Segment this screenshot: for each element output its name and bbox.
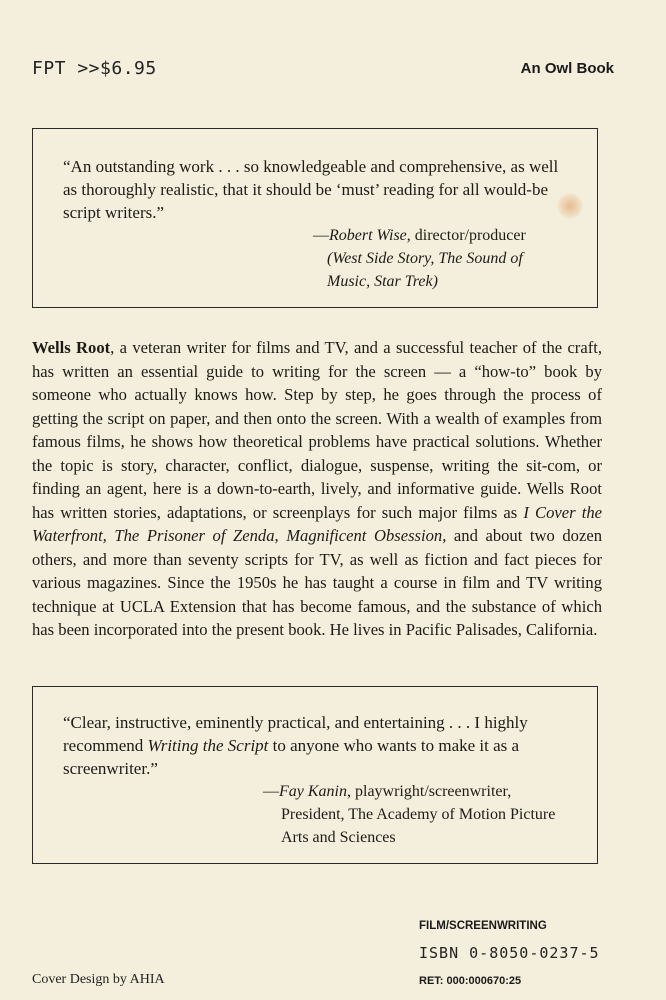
retail-code: RET: 000:000670:25 <box>419 975 522 987</box>
quote-book-title: Writing the Script <box>147 736 269 755</box>
quote-author-role: , director/producer <box>406 227 526 244</box>
cover-design-credit: Cover Design by AHIA <box>32 972 165 987</box>
quote-text: “Clear, instructive, eminently practical, and entertaining . . . I highly recommend Writing the Script to anyone who wants to make it as a screenwriter.” <box>63 713 528 778</box>
paper-stain <box>557 193 583 219</box>
quote-author-title-line1: President, The Academy of Motion Picture <box>281 806 556 823</box>
bio-film-titles: I Cover the Waterfront, The Prisoner of Zenda, Magnificent Obsession, <box>32 502 603 545</box>
bio-text-part1: , a veteran writer for films and TV, and a successful teacher of the craft, has written an essential guide to writing for the screen — a “how-to” book by someone who actually knows how. Step by step, he goes through the process of getting the script on paper, and then onto the screen. With a wealth of examples from famous films, he shows how theoretical problems have practical solutions. Whether the topic is story, character, conflict, dialogue, suspense, writing the sit-com, or finding an agent, here is a down-to-earth, lively, and informative guide. Wells Root has written stories, adaptations, or screenplays for such major films as <box>32 338 602 522</box>
quote-attribution: —Fay Kanin, playwright/screenwriter, President, The Academy of Motion Picture Arts and Sciences <box>263 780 569 849</box>
book-category: FILM/SCREENWRITING <box>419 920 547 932</box>
quote-box-fay-kanin <box>32 686 598 864</box>
quote-author-role: , playwright/screenwriter, <box>347 783 512 800</box>
publisher-imprint: An Owl Book <box>520 60 614 77</box>
quote-text: “An outstanding work . . . so knowledgeable and comprehensive, as well as thoroughly realistic, that it should be ‘must’ reading for all would-be script writers.” <box>63 157 559 222</box>
quote-author-credits: (West Side Story, The Sound of Music, Star Trek) <box>327 250 523 290</box>
quote-box-robert-wise <box>32 128 598 308</box>
quote-author: Robert Wise <box>329 227 407 244</box>
quote-author: Fay Kanin <box>279 783 347 800</box>
isbn-number: ISBN 0-8050-0237-5 <box>419 944 600 962</box>
author-name: Wells Root <box>32 338 111 357</box>
bio-text-part2: and about two dozen others, and more than seventy scripts for TV, as well as fiction and fact pieces for various magazines. Since the 1950s he has taught a course in film and TV writing technique at UCLA Extension that has become famous, and the substance of which has been incorporated into the present book. He lives in Pacific Palisades, California. <box>32 526 602 639</box>
quote-attribution: —Robert Wise, director/producer (West Side Story, The Sound of Music, Star Trek) <box>313 224 569 293</box>
price-code: FPT >>$6.95 <box>32 58 157 79</box>
author-bio <box>32 336 602 642</box>
quote-author-title-line2: Arts and Sciences <box>281 829 396 846</box>
